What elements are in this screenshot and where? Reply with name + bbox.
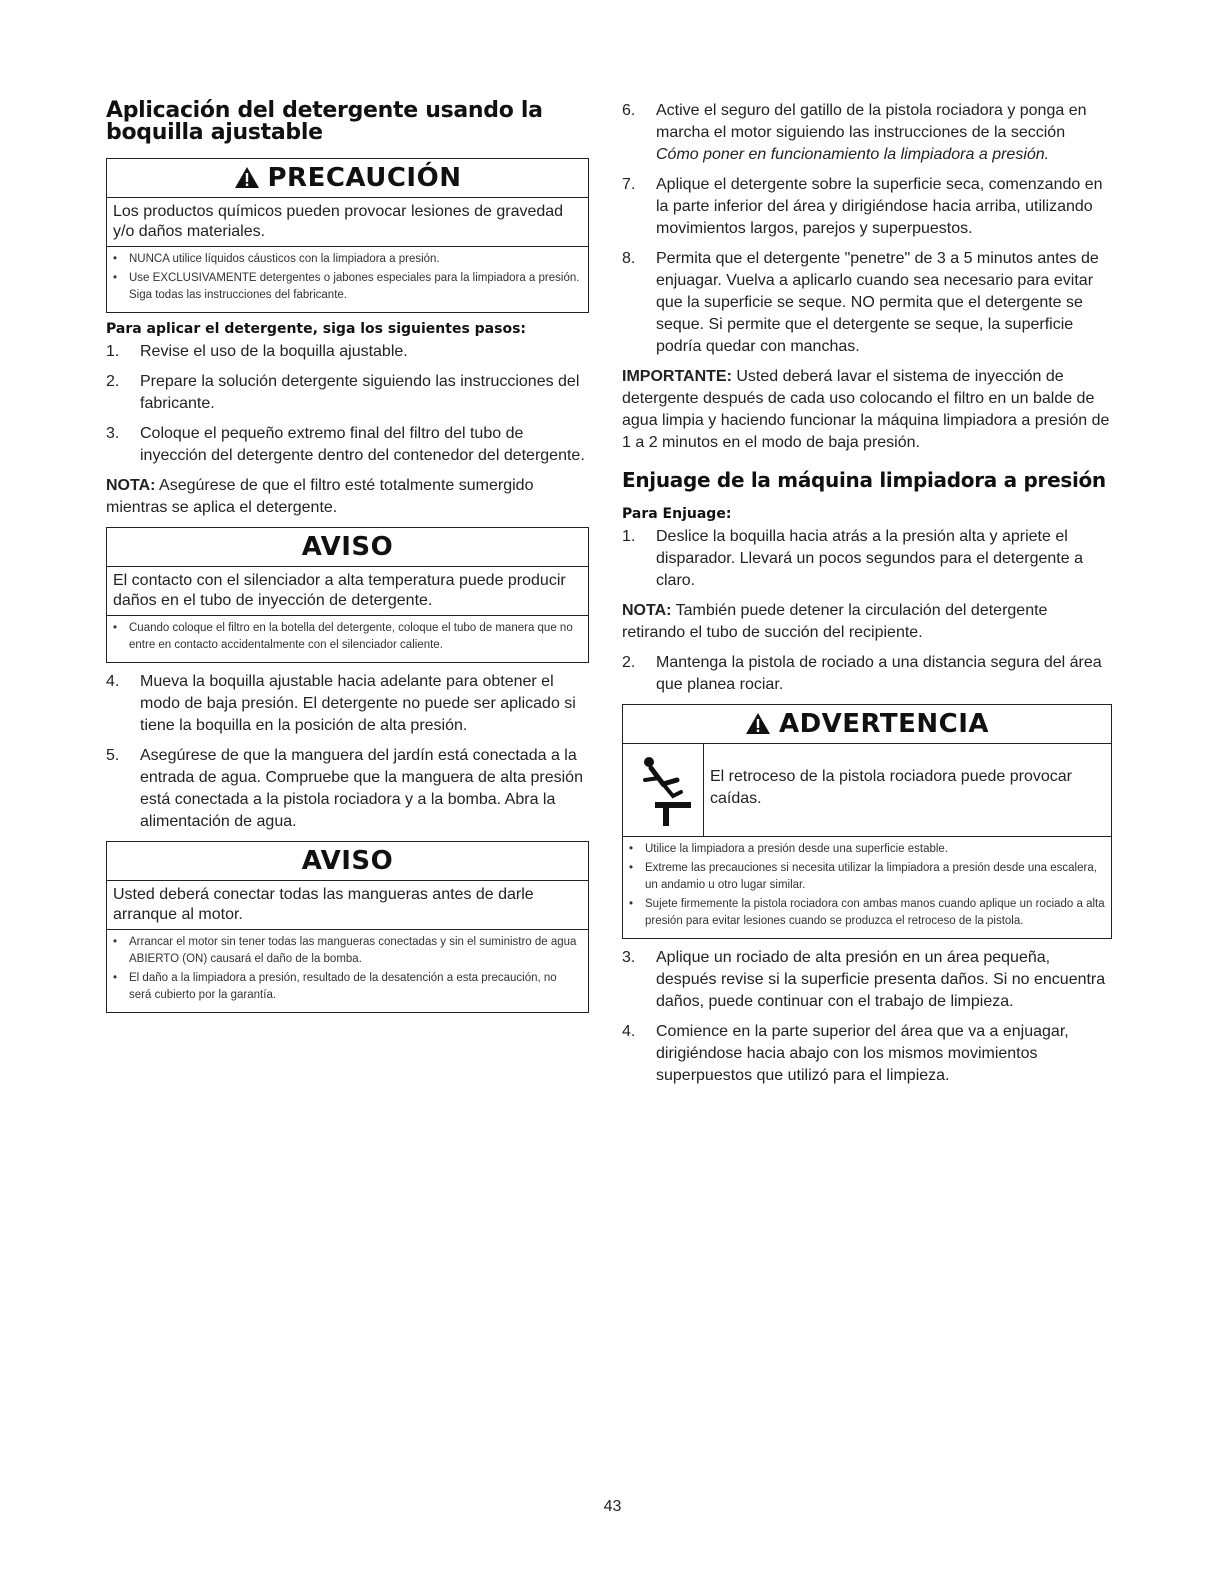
step-item: 8. Permita que el detergente "penetre" de 3 a 5 minutos antes de enjuagar. Vuelva a aplicarlo cuando sea necesario para evitar que la superficie se seque. NO permita que el detergente se seque. Si permite que el detergente se seque, la superficie podría quedar con manchas. — [622, 250, 1099, 355]
step-item: 4. Mueva la boquilla ajustable hacia adelante para obtener el modo de baja presión. El detergente no puede ser aplicado si tiene la boquilla en la posición de alta presión. — [106, 673, 576, 734]
caution-title-bar — [107, 159, 588, 198]
steps-list-e — [622, 652, 1112, 696]
section-reference: Cómo poner en funcionamiento la limpiadora a presión. — [656, 146, 1050, 163]
step-item: 2. Prepare la solución detergente siguiendo las instrucciones del fabricante. — [106, 373, 580, 412]
steps-list-f — [622, 947, 1112, 1087]
step-item: 6. Active el seguro del gatillo de la pistola rociadora y ponga en marcha el motor siguiendo las instrucciones de la sección Cómo poner en funcionamiento la limpiadora a presión. — [622, 102, 1087, 163]
fall-hazard-icon — [623, 744, 704, 836]
advertencia-bullets — [623, 837, 1111, 938]
nota2-paragraph — [622, 600, 1112, 644]
aviso-bullet: • El daño a la limpiadora a presión, resultado de la desatención a esta precaución, no será cubierto por la garantía. — [113, 972, 557, 1001]
aviso-hazard-text-2: Usted deberá conectar todas las mangueras antes de darle arranque al motor. — [107, 881, 588, 930]
advertencia-box — [622, 704, 1112, 939]
aviso-box-1 — [106, 527, 589, 663]
caution-title: PRECAUCIÓN — [267, 163, 462, 193]
caution-bullet: • NUNCA utilice líquidos cáusticos con la limpiadora a presión. — [113, 253, 440, 265]
right-column — [622, 100, 1112, 1095]
advertencia-bullet: • Sujete firmemente la pistola rociadora con ambas manos cuando aplique un rociado a alta presión para evitar lesiones cuando se produzca el retroceso de la pistola. — [629, 898, 1105, 927]
aviso-hazard-text-1: El contacto con el silenciador a alta temperatura puede producir daños en el tubo de inyección de detergente. — [107, 567, 588, 616]
importante-text: Usted deberá lavar el sistema de inyección de detergente después de cada uso colocando el filtro en un balde de agua limpia y haciendo funcionar la máquina limpiadora a presión de 1 a 2 minutos en el modo de baja presión. — [622, 368, 1110, 451]
nota2-label: NOTA: — [622, 602, 672, 619]
step-item: 1. Revise el uso de la boquilla ajustable. — [106, 343, 408, 360]
step-item: 5. Asegúrese de que la manguera del jardín está conectada a la entrada de agua. Compruebe que la manguera de alta presión está conectada a la pistola rociadora y a la bomba. Abra la alimentación de agua. — [106, 747, 583, 830]
importante-label: IMPORTANTE: — [622, 368, 732, 385]
section-heading-detergent: Aplicación del detergente usando la boquilla ajustable — [106, 98, 543, 145]
advertencia-title-bar — [623, 705, 1111, 744]
warning-triangle-icon — [745, 712, 771, 735]
step-item: 3. Coloque el pequeño extremo final del filtro del tubo de inyección del detergente dentro del contenedor del detergente. — [106, 425, 585, 464]
caution-bullet: • Use EXCLUSIVAMENTE detergentes o jabones especiales para la limpiadora a presión. Siga todas las instrucciones del fabricante. — [113, 272, 580, 301]
nota-paragraph — [106, 475, 589, 519]
caution-box — [106, 158, 589, 313]
aviso-box-2 — [106, 841, 589, 1013]
aviso-title-2: AVISO — [107, 842, 588, 881]
step-item: 4. Comience en la parte superior del área que va a enjuagar, dirigiéndose hacia abajo con los mismos movimientos superpuestos que utilizó para el limpieza. — [622, 1023, 1069, 1084]
nota-label: NOTA: — [106, 477, 156, 494]
nota2-text: También puede detener la circulación del detergente retirando el tubo de succión del recipiente. — [622, 602, 1048, 641]
step-item: 7. Aplique el detergente sobre la superficie seca, comenzando en la parte inferior del área y dirigiéndose hacia arriba, utilizando movimientos largos, parejos y superpuestos. — [622, 176, 1103, 237]
steps-list-b — [106, 671, 589, 833]
nota-text: Asegúrese de que el filtro esté totalmente sumergido mientras se aplica el detergente. — [106, 477, 534, 516]
advertencia-bullet: • Utilice la limpiadora a presión desde una superficie estable. — [629, 843, 949, 855]
steps-subheading: Para aplicar el detergente, siga los siguientes pasos: — [106, 321, 527, 337]
rinse-subheading: Para Enjuage: — [622, 506, 732, 522]
aviso-bullet: • Arrancar el motor sin tener todas las mangueras conectadas y sin el suministro de agua ABIERTO (ON) causará el daño de la bomba. — [113, 936, 577, 965]
step-item: 3. Aplique un rociado de alta presión en un área pequeña, después revise si la superficie presenta daños. Si no encuentra daños, puede continuar con el trabajo de limpieza. — [622, 949, 1106, 1010]
steps-list-a — [106, 341, 589, 467]
left-column — [106, 100, 589, 1021]
aviso-bullets-1 — [107, 616, 588, 662]
advertencia-title: ADVERTENCIA — [778, 709, 990, 739]
steps-list-c — [622, 100, 1112, 358]
steps-list-d — [622, 526, 1112, 592]
step-item: 1. Deslice la boquilla hacia atrás a la presión alta y apriete el disparador. Llevará un pocos segundos para el detergente a claro. — [622, 528, 1083, 589]
step-item: 2. Mantenga la pistola de rociado a una distancia segura del área que planea rociar. — [622, 654, 1102, 693]
warning-triangle-icon — [234, 166, 260, 189]
advertencia-hazard-row — [623, 744, 1111, 837]
advertencia-bullet: • Extreme las precauciones si necesita utilizar la limpiadora a presión desde una escalera, un andamio u otro lugar similar. — [629, 862, 1097, 891]
page-number: 43 — [603, 1498, 622, 1515]
aviso-title-1: AVISO — [107, 528, 588, 567]
caution-hazard-text: Los productos químicos pueden provocar lesiones de gravedad y/o daños materiales. — [107, 198, 588, 247]
aviso-bullet: • Cuando coloque el filtro en la botella del detergente, coloque el tubo de manera que no entre en contacto accidentalmente con el silenciador caliente. — [113, 622, 573, 651]
caution-bullets — [107, 247, 588, 312]
advertencia-hazard-text: El retroceso de la pistola rociadora puede provocar caídas. — [710, 768, 1072, 807]
importante-paragraph — [622, 366, 1112, 454]
aviso-bullets-2 — [107, 930, 588, 1012]
section-heading-rinse: Enjuage de la máquina limpiadora a presión — [622, 468, 1106, 492]
